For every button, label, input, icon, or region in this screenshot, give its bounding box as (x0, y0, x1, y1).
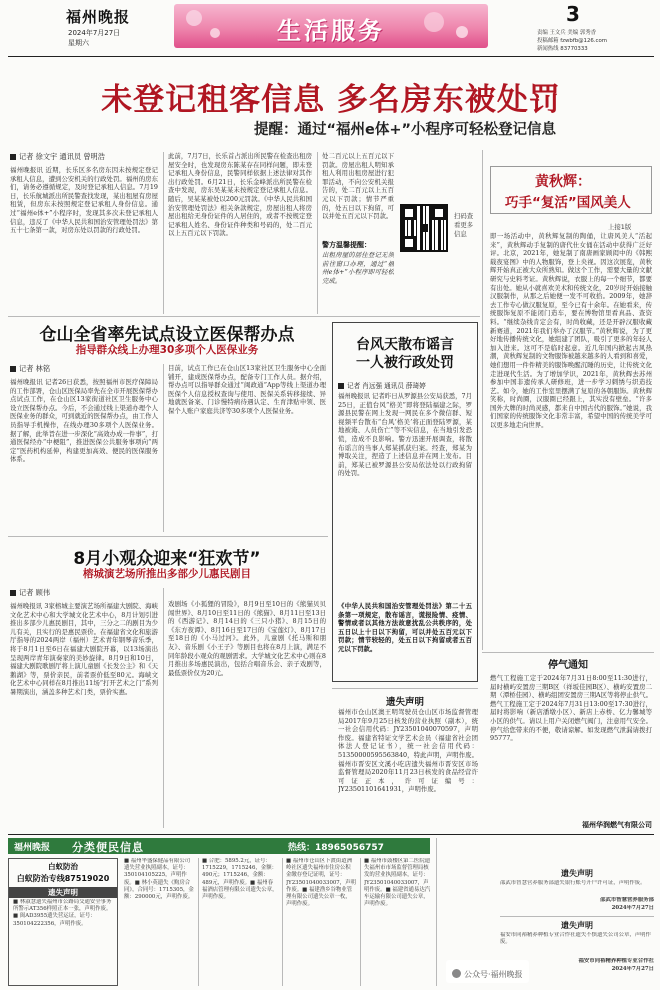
classified-banner-title: 分类便民信息 (72, 841, 144, 854)
lost-notice-title: 遗失声明 (385, 697, 424, 708)
lead-byline-text: 记者 徐文宇 通讯员 曾明浩 (19, 152, 105, 161)
qr-code[interactable] (400, 204, 448, 252)
article2-byline (10, 364, 50, 374)
page-number: 3 (566, 2, 580, 26)
ad-termite-title: 白蚁防治 (48, 862, 78, 871)
section-title: 生活服务 (277, 17, 385, 45)
byline-marker-icon (10, 590, 16, 596)
ad-right-date-1: 2024年7月27日 (611, 905, 654, 911)
news-hotline: 新闻热线 83770333 (537, 46, 588, 52)
police-warning-title: 警方温馨提醒： (322, 240, 371, 249)
byline-marker-icon (10, 366, 16, 372)
section-banner (174, 4, 488, 48)
article3-text: 福州晚报讯 记者昨日从罗源县公安局获悉，7月25日，正值台风“格美”即将登陆福建之际，罗源县民警在网上发现一网民在多个微信群、短视频平台散布“台风‘格美’将正面登陆罗源，某地被淹、人员伤亡”等不实信息，在当地引发恐慌，造成不良影响。警方迅速开展调查，将散布谣言的当事人郑某抓获归案。经查，郑某为博取关注，捏造了上述信息并在网上发布。目前，郑某已被罗源县公安局依法处以行政拘留的处罚。 (338, 392, 472, 478)
ad-right-text-2: 福安市同裕精养种植专业合作社遗失不慎遗失公司公章，声明作废。 (500, 932, 651, 946)
profile-headline: 巧手“复活”国风美人 (505, 195, 631, 211)
gas-notice-text: 燃气工程施工定于2024年7月31日8:00至11:30进行，届时横屿安置房三期B区（祥坂佳园B区）、横屿安置房二期（潭桥佳园）、横屿组团安置房三期A区等将停止供气。燃气工程施工定于2024年7月31日13:00至17:30进行，届时将影响（新店潘墩小区）、新店上赤桥、亿力馨城等小区的供气。请以上用户关闭燃气阀门，注意用气安全。停气给您带来的不便，敬请谅解。如发现燃气泄漏请拨打95777。 (490, 674, 652, 743)
issue-weekday: 星期六 (68, 39, 89, 47)
article4-col2: 戏剧场《小狐狸的冒险》，8月9日至10日的《熊猫贝贝闯世界》、8月10日至11日的《熊猫》、8月11日至13日的《西游记》、8月14日的《三只小猪》、8月15日的《东方夜谭》、8月16日至17日的《宝莲灯》、8月17日至18日的《小马过河》。此外，儿童剧《托马斯和朋友》、音乐剧《小王子》等剧目也将在8月上演，满足不同年龄段小观众的观剧需求。大学城文化艺术中心则在8月推出多场惠民演出，包括合唱音乐会、亲子戏剧等，最低票价仅为20元。 (168, 600, 326, 677)
lead-col3: 处二百元以上五百元以下罚款。房屋出租人明知承租人利用出租房屋进行犯罪活动，不向公安机关报告的，处二百元以上五百元以下罚款；情节严重的，处五日以下拘留，可以并处五百元以下罚款。 (322, 152, 394, 221)
ad-right-sig-1: 邵武市智慧营养服务部 (600, 897, 654, 903)
article4-headline: 8月小观众迎来“狂欢节” (73, 549, 261, 569)
classified-banner-hotline: 热线：18965056757 (288, 843, 384, 853)
gas-notice-title: 停气通知 (548, 660, 588, 671)
masthead (0, 0, 660, 56)
ad-right-text-1: 邵武市智慧营养服务部遗失银行账号开户许可证，声明作废。 (500, 880, 646, 886)
editors: 责编 王文兵 美编 郭秀香 (537, 30, 597, 36)
profile-text: 即一场活动中，黄秋辉复制的陶俑，让唐风美人“活起来”，黄秋辉动手复制的唐代仕女俑在活动中获得广泛好评。北京，2021年，她复制了南唐画家顾闳中的《韩熙载夜宴图》中的人物服饰，登上央视。因这次展览，黄秋辉开始真正被大众所熟知。做这个工作，需要大量的文献研究与史料考证。黄秋辉说，衣服上的每一个细节，都要有出处。她从小就喜欢美术和传统文化，20岁时开始接触汉服制作，从那之后她便一发不可收拾。2009年，她辞去工作专心做汉服复原，至今已有十余年。在她看来，传统服饰复原不能闭门造车，要在博物馆里看真品、查资料。“继续杂线肯定会有，时尚收藏，还是开辟汉服收藏新赛道，2021年我们举办了汉服节。”黄秋辉说，为了更好地传播传统文化，她组建了团队，吸引了更多的年轻人加入进来。这可不是临时起意。近几年国内掀起古风热潮，黄秋辉复制的文物服饰被越来越多的人看到和喜爱，她们想用一件件精美的服饰唤醒沉睡的历史，让传统文化走进现代生活。为了增加学识，2021年，黄秋辉去苏州参加中国非遗传承人研修班，进一步学习刺绣与织造技艺。如今，她的工作室里摆满了复原的各朝服饰。黄秋辉笑称，时尚圈，汉服圈已经跟上，其实没有壁垒。“许多国外大牌的时尚灵感，都来自中国古代的服饰。”她说，我们国家的传统服饰文化非常丰富，希望中国的传统美学可以更多地走向世界。 (490, 232, 652, 430)
ad-lost-text: ■ 林淑慧遗失福州市公路局交通安全事务所警示AT356样照正本一张，声明作废。■ 闽AD3955遗失营运证，证号：350104222356，声明作废。 (13, 899, 112, 927)
lead-headline: 未登记租客信息 多名房东被处罚 (101, 82, 561, 118)
article3-byline (338, 380, 426, 390)
ad-termite-hotline: 白蚁防治专线87519020 (16, 874, 110, 883)
article4-col1: 福州晚报讯 3家榕城主要演艺场所福建大剧院、海峡文化艺术中心和大学城文化艺术中心，8月计划引进推出多部少儿惠民剧目，其中，三分之二的剧目为少儿有关，且实行的是惠民票价。在福建省文化和旅游厅指导的2024两岸（福州）艺术青年钢琴音乐季，将于8月1日至6日在福建大剧院开幕，以13场演出呈现两岸青年演奏家的美妙旋律。8月9日和10日，福建大剧院歌剧厅将上演儿童剧《长发公主》和《天鹅湖》等，票价亲民，前者票价低至80元。海峡文化艺术中心同样在8月推出11场“打开艺术之门”系列暑期演出，涵盖多种艺术门类，票价实惠。 (10, 602, 158, 696)
lead-byline (10, 152, 105, 162)
ad-right-sig-2: 福安市同裕精养种植专业合作社 (578, 958, 654, 964)
ad-termite-box (8, 858, 118, 986)
lost-notice-text: 福州市仓山区澳王明驾驶员仓山区市场监督管理局2017年9月25日核发的营业执照（副本），统一社会信用代码：JY23501040070597，声明作废。福建省特证文学艺术会员（福建省社会团体法人登记证书），统一社会信用代码：51350000595563840，特此声明，声明作废。福州市晋安区文溪小吃店遗失福州市晋安区市场监督管理局2020年11月23日核发的食品经营许可证正本，许可证编号：JY23501101641931，声明作废。 (338, 708, 478, 794)
article2-subhead: 指导群众线上办理30多项个人医保业务 (75, 344, 259, 356)
lead-col2: 此前，7月7日，长乐首占派出所民警在检查出租房屋安全时，也发现房东陈某存在同样问题，即未登记承租人身份信息，民警同样依据上述法律对其作出行政处罚。6月21日，长乐金峰派出所民警在检查中发现，房东吴某某未按规定登记承租人信息。随后，吴某某被处以200元罚款。《中华人民共和国治安管理处罚法》相关条款规定，房屋出租人将房屋出租给无身份证件的人居住的，或者不按规定登记承租人姓名、身份证件种类和号码的，处二百元以上五百元以下罚款。 (168, 152, 312, 238)
article4-byline-text: 记者 顾伟 (19, 588, 51, 597)
submission-email: 投稿邮箱 fzwbfb@126.com (537, 38, 608, 44)
ad-cell-4: ■ 福州市鼓楼区第二医院遗失福州市市场监督管理局核发的营业执照副本，证号：JY23501040033007，声明作废。■ 福建省通易达汽车运输有限公司遗失公章，声明作废。 (364, 858, 431, 908)
issue-date: 2024年7月27日 (68, 29, 121, 37)
ad-cell-1: ■ 福州华盛保健品有限公司遗失营业执照副本，证号：350104105225，声明作废。■ 林小英遗失《购房合同》，合同号：1715305，金额：290000元，声明作废。 (124, 858, 194, 901)
ad-right-title-2: 遗失声明 (561, 921, 593, 930)
article4-subhead: 榕城演艺场所推出多部少儿惠民剧目 (83, 568, 251, 580)
gas-notice-signature: 福州华润燃气有限公司 (582, 821, 652, 829)
wechat-watermark (446, 960, 529, 983)
article2-col1: 福州晚报讯 记者26日获悉，按照福州市医疗保障局的工作部署，仓山区医保局率先在全市开展医保帮办点试点工作，在仓山区13家街道社区卫生服务中心设立医保帮办点。今后，不会通过线上渠道办理个人医保业务的群众，可到就近的医保帮办点，由工作人员指导手机操作，在线办理30多项个人医保业务。据了解，此举旨在进一步深化“高效办成一件事”，打通医保经办“中梗阻”，推进医保公共服务事项向“两定”医药机构延伸，构建更加高效、便民的医保服务体系。 (10, 378, 158, 464)
qr-caption: 扫码查看更多信息 (454, 212, 474, 238)
lead-subhead: 提醒：通过“福州e体+”小程序可轻松登记信息 (253, 122, 557, 138)
paper-name: 福州晚报 (66, 8, 131, 26)
article4-byline (10, 588, 50, 598)
article3-headline-1: 台风天散布谣言 (356, 337, 454, 353)
classified-banner-paper: 福州晚报 (14, 843, 51, 853)
ad-cell-2: ■ 合肥：5895.2元，证号：1715229，1715246，金额：490元；1715246，金额：489元，声明作废。■ 福州春福酒店管理有限公司遗失公章，声明作废。 (202, 858, 278, 901)
profile-headline-name: 黄秋辉： (535, 174, 591, 190)
article3-byline-text: 记者 肖远强 通讯员 薛琦婷 (347, 382, 426, 390)
profile-headline-box (490, 166, 652, 214)
article2-byline-text: 记者 林铭 (19, 364, 51, 373)
continued-from: 上接1版 (608, 223, 632, 231)
ad-right-title-1: 遗失声明 (561, 869, 593, 878)
byline-marker-icon (10, 154, 16, 160)
ad-lost-subtitle: 遗失声明 (9, 887, 117, 898)
ad-cell-3: ■ 福州市仓山区下渡街道洲岭社区遗失福州市住房公积金缴存登记证明，证号：JY23501040033007，声明作废。■ 福建渔乡谷物业管理有限公司遗失公章一枚，声明作废。 (286, 858, 356, 908)
police-warning-text: 出租房屋的居住登记无须前往窗口办理，通过“福州e体+”小程序即可轻松完成。 (322, 251, 394, 285)
classified-banner (8, 838, 430, 854)
wechat-icon (452, 969, 461, 978)
lead-col1: 福州晚报讯 近期，长乐区多名房东因未按规定登记承租人信息，遭到公安机关的行政处罚。福州的房东们，请务必遵循规定，及时登记承租人信息。7月19日，长乐航城派出所民警查找发现，某出租屋有房屋租赁，但房东未按照规定登记承租人身份信息。通过“福州e体+”小程序时，发现其多次未登记承租人信息，违反了《中华人民共和国治安管理处罚法》第五十七条第一款，对房东处以罚款的行政处罚。 (10, 166, 158, 235)
article3-headline-2: 一人被行政处罚 (356, 355, 454, 371)
article3-law: 《中华人民共和国治安管理处罚法》第二十五条第一项规定，散布谣言，谎报险情、疫情、警情或者以其他方法故意扰乱公共秩序的，处五日以上十日以下拘留，可以并处五百元以下罚款；情节较轻的，处五日以下拘留或者五百元以下罚款。 (338, 602, 472, 653)
byline-marker-icon (338, 383, 344, 389)
watermark-text: 公众号·福州晚报 (464, 970, 523, 979)
article2-headline: 仓山全省率先试点设立医保帮办点 (39, 325, 295, 345)
article2-col2: 目前，试点工作已在仓山区13家社区卫生服务中心全面铺开，建成医保帮办点，配备专门工作人员。据介绍，帮办点可以指导群众通过“闽政通”App等线上渠道办理医保个人信息授权查询与使用、医保关系转移接续、异地就医备案、门诊慢特病待遇认定、生育津贴申领、医保个人账户家庭共济等30多项个人医保业务。 (168, 364, 326, 415)
ad-right-date-2: 2024年7月27日 (611, 966, 654, 972)
